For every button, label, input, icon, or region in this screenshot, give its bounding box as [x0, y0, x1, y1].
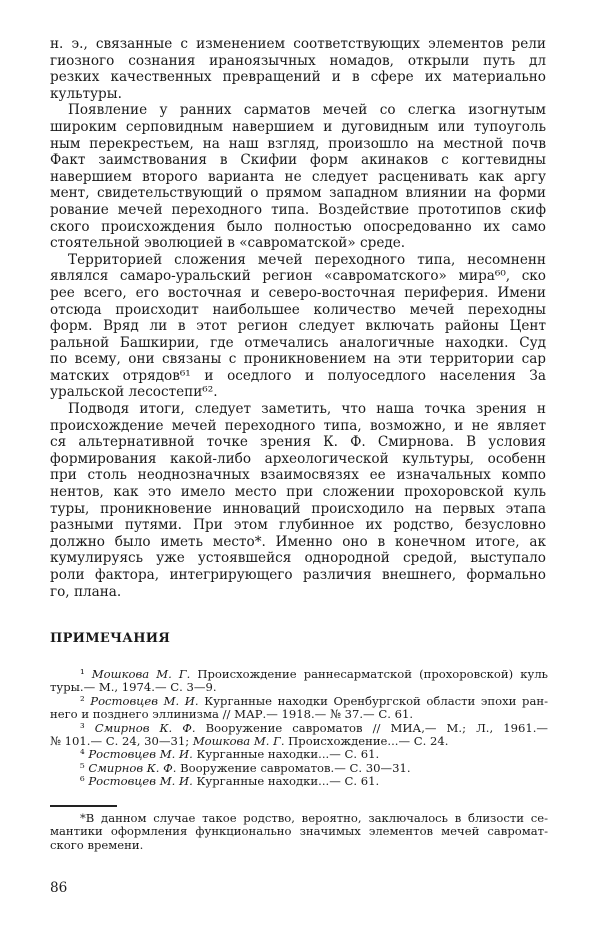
notes-list: [50, 668, 548, 789]
note-text: ⁶: [80, 774, 89, 789]
note-text: ³: [80, 720, 95, 735]
text-line: Появление у ранних сарматов мечей со слегка изогнутым: [68, 102, 546, 119]
text-line: уральской лесостепи⁶².: [50, 384, 218, 401]
page-number: 86: [50, 880, 68, 896]
text-line: рование мечей переходного типа. Воздействие прототипов скиф: [50, 201, 546, 218]
note-author: Мошкова М. Г.: [192, 733, 285, 748]
note-text: Вооружение савроматов // МИА,— М.; Л., 1961.—: [195, 720, 548, 735]
text-line: туры, проникновение инноваций происходило на первых этапа: [50, 500, 546, 517]
note-author: Ростовцев М. И.: [88, 774, 193, 789]
paragraph: [50, 36, 546, 102]
paragraph: [50, 252, 546, 401]
text-line: нентов, как это имело место при сложении прохоровской куль: [50, 484, 546, 501]
text-line: при столь неоднозначных взаимосвязях ее изначальных компо: [50, 467, 546, 484]
note-line: [50, 668, 548, 681]
text-line: Территорией сложения мечей переходного типа, несомненн: [68, 251, 546, 268]
note-line: [50, 722, 548, 735]
note-text: туры.— М., 1974.— С. 3—9.: [50, 680, 217, 695]
text-line: матских отрядов⁶¹ и оседлого и полуоседлого населения За: [50, 367, 546, 384]
text-line: происхождение мечей переходного типа, возможно, и не являет: [50, 417, 546, 434]
paragraph: [50, 401, 546, 600]
note-line: [50, 748, 548, 761]
note-line: [50, 695, 548, 708]
text-line: отсюда происходит наибольшее количество мечей переходны: [50, 301, 546, 318]
note-line: [50, 708, 548, 721]
text-line: ся альтернативной точке зрения К. Ф. Смирнова. В условия: [50, 434, 546, 451]
footnote-line: ского времени.: [50, 837, 144, 852]
note-text: ⁴: [80, 747, 89, 762]
text-line: стоятельной эволюцией в «савроматской» среде.: [50, 235, 406, 252]
note-line: [50, 681, 548, 694]
text-line: мент, свидетельствующий о прямом западном влиянии на форми: [50, 185, 546, 202]
text-line: должно было иметь место*. Именно оно в конечном итоге, ак: [50, 533, 546, 550]
note-text: ²: [80, 693, 91, 708]
text-line: рее всего, его восточная и северо-восточная периферия. Имени: [50, 284, 546, 301]
text-line: кумулируясь уже устоявшейся однородной средой, выступало: [50, 550, 546, 567]
note-text: Курганные находки...— С. 61.: [192, 747, 380, 762]
text-line: Факт заимствования в Скифии форм акинаков с когтевидны: [50, 152, 546, 169]
text-line: роли фактора, интегрирующего различия внешнего, формально: [50, 567, 546, 583]
note-line: [50, 775, 548, 788]
note-text: № 101.— С. 24, 30—31;: [50, 733, 193, 748]
text-line: резких качественных превращений и в сфере их материально: [50, 69, 546, 86]
text-line: формирования какой-либо археологической культуры, особенн: [50, 450, 546, 467]
text-line: го, плана.: [50, 583, 122, 600]
note-author: Смирнов К. Ф.: [94, 720, 196, 735]
notes-heading: ПРИМЕЧАНИЯ: [50, 631, 171, 646]
text-line: культуры.: [50, 85, 122, 102]
text-line: широким серповидным навершием и дуговидным или тупоуголь: [50, 118, 546, 135]
text-line: навершием второго варианта не следует расценивать как аргу: [50, 168, 546, 185]
note-text: ¹: [80, 667, 92, 681]
text-line: разными путями. При этом глубинное их родство, безусловно: [50, 517, 546, 534]
text-line: ральной Башкирии, где отмечались аналогичные находки. Суд: [50, 334, 546, 351]
text-line: ского происхождения было полностью опосредованно их само: [50, 218, 546, 235]
note-author: Ростовцев М. И.: [88, 747, 193, 762]
footnote-line: мантики оформления функционально значимых элементов мечей савромат-: [50, 824, 548, 839]
footnote: [50, 812, 548, 852]
text-line: являлся самаро-уральский регион «савроматского» мира⁶⁰, ско: [50, 268, 546, 285]
paragraph: [50, 102, 546, 251]
note-line: [50, 762, 548, 775]
note-author: Мошкова М. Г.: [91, 667, 191, 681]
main-text: [50, 36, 546, 600]
text-line: н. э., связанные с изменением соответствующих элементов рели: [50, 36, 546, 52]
note-author: Ростовцев М. И.: [90, 693, 199, 708]
text-line: ным перекрестьем, на наш взгляд, произошло на местной почв: [50, 135, 546, 152]
text-line: по всему, они связаны с проникновением на эти территории сар: [50, 351, 546, 368]
footnote-line: *В данном случае такое родство, вероятно, заключалось в близости се-: [80, 811, 548, 825]
note-text: ⁵: [80, 760, 89, 775]
note-text: Происхождение раннесарматской (прохоровской) куль: [190, 667, 548, 681]
note-text: него и позднего эллинизма // МАР.— 1918.— № 37.— С. 61.: [50, 707, 414, 722]
note-author: Смирнов К. Ф.: [88, 760, 177, 775]
note-text: Происхождение...— С. 24.: [284, 733, 449, 748]
note-line: [50, 735, 548, 748]
text-line: гиозного сознания ираноязычных номадов, открыли путь дл: [50, 52, 546, 69]
note-text: Курганные находки Оренбургской области эпохи ран-: [198, 693, 548, 708]
footnote-divider: [50, 805, 117, 807]
note-text: Вооружение савроматов.— С. 30—31.: [176, 760, 411, 775]
text-line: Подводя итоги, следует заметить, что наша точка зрения н: [68, 401, 546, 418]
note-text: Курганные находки...— С. 61.: [192, 774, 380, 789]
text-line: форм. Вряд ли в этот регион следует включать районы Цент: [50, 318, 546, 335]
